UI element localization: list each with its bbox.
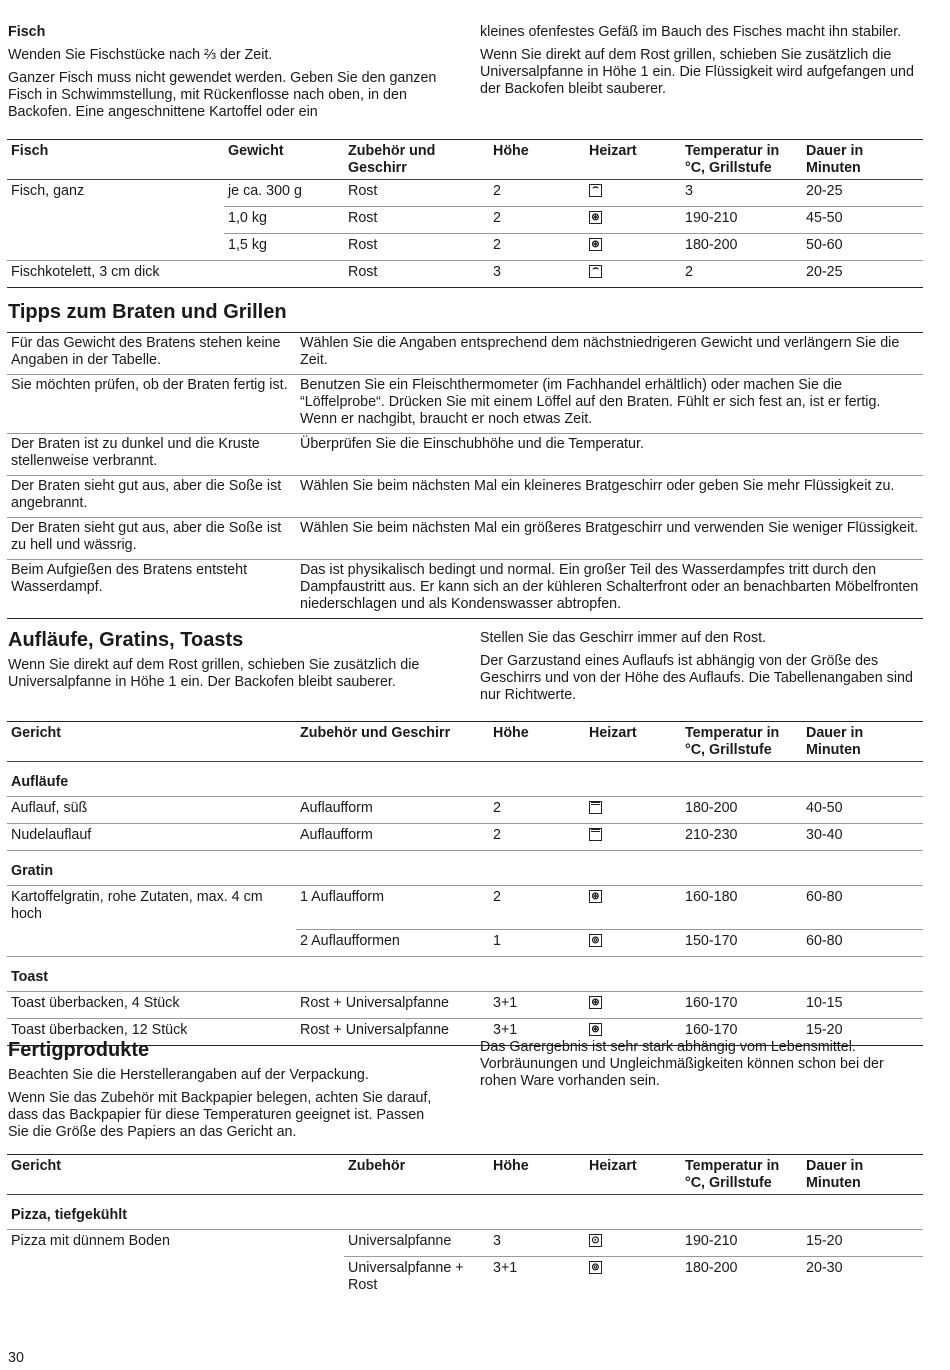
fisch-intro-right [480, 24, 920, 104]
cell-mode [585, 797, 681, 824]
column-header: Gericht [7, 1155, 344, 1195]
fertig-heading: Fertigprodukte [8, 1039, 150, 1061]
cell-time: 15-20 [802, 1230, 923, 1257]
group-heading [7, 762, 923, 797]
tipps-row [7, 560, 923, 619]
tipps-solution: Benutzen Sie ein Fleischthermometer (im Fachhandel erhältlich) oder machen Sie die “Löffelprobe“. Drücken Sie mit einem Löffel auf den Braten. Fühlt er sich fest an, ist er fertig. Wenn er nachgibt, braucht er noch etwas Zeit. [296, 375, 923, 434]
cell-accessory: 1 Auflaufform [296, 886, 489, 930]
cell-height: 2 [489, 234, 585, 261]
tipps-row [7, 518, 923, 560]
column-header: Temperatur in °C, Grillstufe [681, 722, 802, 762]
column-header: Dauer in Minuten [802, 140, 923, 180]
cell-accessory: Rost + Universalpfanne [296, 1018, 489, 1045]
tipps-row [7, 434, 923, 476]
cell-name [7, 207, 224, 234]
column-header: Temperatur in °C, Grillstufe [681, 1155, 802, 1195]
cell-mode [585, 1257, 681, 1301]
cell-temp: 180-200 [681, 234, 802, 261]
cell-height: 3+1 [489, 1018, 585, 1045]
tipps-solution: Das ist physikalisch bedingt und normal. Ein großer Teil des Wasserdampfes tritt durch den Dampfaustritt aus. Er kann sich an der kühleren Schalterfront oder an benachbarten Möbelfronten niederschlagen und als Kondenswasser abtropfen. [296, 560, 923, 619]
tipps-row [7, 333, 923, 375]
cell-name [7, 1257, 344, 1301]
group-title: Pizza, tiefgekühlt [7, 1195, 923, 1230]
cell-temp: 190-210 [681, 207, 802, 234]
cell-time: 20-25 [802, 261, 923, 288]
table-row [7, 1230, 923, 1257]
cell-height: 2 [489, 797, 585, 824]
column-header: Heizart [585, 1155, 681, 1195]
cell-mode [585, 234, 681, 261]
column-header: Dauer in Minuten [802, 1155, 923, 1195]
cell-height: 3+1 [493, 1260, 518, 1276]
page-number: 30 [8, 1350, 24, 1366]
cell-time: 60-80 [802, 929, 923, 956]
tipps-solution: Überprüfen Sie die Einschubhöhe und die Temperatur. [296, 434, 923, 476]
cell-accessory: Universalpfanne + Rost [348, 1260, 464, 1293]
cell-temp: 3 [681, 180, 802, 207]
column-header: Höhe [489, 140, 585, 180]
auflaeufe-paragraph-2: Stellen Sie das Geschirr immer auf den Rost. [480, 630, 767, 646]
tipps-problem: Beim Aufgießen des Bratens entsteht Wasserdampf. [7, 560, 296, 619]
column-header: Höhe [489, 1155, 585, 1195]
tipps-row [7, 476, 923, 518]
cell-accessory: Rost [344, 207, 489, 234]
fertig-intro-right [480, 1039, 920, 1096]
table-row [7, 991, 923, 1018]
fertig-paragraph-2: Wenn Sie das Zubehör mit Backpapier belegen, achten Sie darauf, dass das Backpapier für diese Temperaturen geeignet ist. Passen Sie die Größe des Papiers an das Gericht an. [8, 1090, 432, 1140]
tipps-solution: Wählen Sie beim nächsten Mal ein größeres Bratgeschirr und verwenden Sie weniger Flüssigkeit. [296, 518, 923, 560]
table-row [7, 207, 923, 234]
column-header: Fisch [7, 140, 224, 180]
cell-temp: 180-200 [685, 1260, 738, 1276]
column-header: Zubehör [344, 1155, 489, 1195]
cell-name [7, 234, 224, 261]
column-header: Zubehör und Geschirr [344, 140, 489, 180]
pizza-icon [589, 1234, 602, 1247]
cell-name: Toast überbacken, 12 Stück [7, 1018, 296, 1045]
group-title: Aufläufe [7, 762, 923, 797]
fisch-paragraph-4: Wenn Sie direkt auf dem Rost grillen, schieben Sie zusätzlich die Universalpfanne in Höhe 1 ein. Die Flüssigkeit wird aufgefangen und der Backofen bleibt sauberer. [480, 47, 914, 97]
fertig-intro-left [8, 1067, 448, 1147]
cell-weight [224, 261, 344, 288]
cell-mode [585, 824, 681, 851]
cell-name: Nudelauflauf [7, 824, 296, 851]
fisch-paragraph-2: Ganzer Fisch muss nicht gewendet werden. Geben Sie den ganzen Fisch in Schwimmstellung, mit Rückenflosse nach oben, in den Backofen. Eine angeschnittene Kartoffel oder ein [8, 70, 437, 120]
cell-time: 50-60 [802, 234, 923, 261]
cell-name: Pizza mit dünnem Boden [11, 1233, 170, 1249]
cell-temp: 210-230 [681, 824, 802, 851]
cell-accessory: Universalpfanne [344, 1230, 489, 1257]
column-header: Heizart [585, 140, 681, 180]
group-title: Gratin [7, 851, 923, 886]
cell-mode [585, 1230, 681, 1257]
table-header [7, 140, 923, 180]
cell-time: 60-80 [802, 886, 923, 930]
tipps-solution: Wählen Sie beim nächsten Mal ein kleineres Bratgeschirr oder geben Sie mehr Flüssigkeit zu. [296, 476, 923, 518]
cell-accessory: Rost [344, 234, 489, 261]
cell-height: 2 [489, 180, 585, 207]
fisch-paragraph-3: kleines ofenfestes Gefäß im Bauch des Fisches macht ihn stabiler. [480, 24, 902, 40]
fisch-heading: Fisch [8, 24, 46, 40]
cell-time: 30-40 [802, 824, 923, 851]
column-header: Gewicht [224, 140, 344, 180]
grill-icon [589, 265, 602, 278]
auflaeufe-paragraph-1: Wenn Sie direkt auf dem Rost grillen, schieben Sie zusätzlich die Universalpfanne in Höhe 1 ein. Der Backofen bleibt sauberer. [8, 657, 420, 690]
umluftgrill-icon [589, 238, 602, 251]
cell-accessory: Rost [344, 180, 489, 207]
table-row [7, 824, 923, 851]
column-header: Zubehör und Geschirr [296, 722, 489, 762]
tipps-problem: Für das Gewicht des Bratens stehen keine Angaben in der Tabelle. [7, 333, 296, 375]
cell-height: 3+1 [489, 991, 585, 1018]
tipps-problem: Sie möchten prüfen, ob der Braten fertig ist. [7, 375, 296, 434]
grill-icon [589, 184, 602, 197]
tipps-heading: Tipps zum Braten und Grillen [8, 301, 287, 323]
cell-mode [585, 180, 681, 207]
fisch-table [7, 139, 923, 288]
heissluft-icon [589, 1261, 602, 1274]
umluftgrill-icon [589, 890, 602, 903]
cell-name: Fisch, ganz [11, 183, 85, 199]
ober-unterhitze-icon [589, 801, 602, 814]
tipps-table [7, 332, 923, 619]
fisch-paragraph-1: Wenden Sie Fischstücke nach ⅔ der Zeit. [8, 47, 273, 63]
cell-mode [585, 929, 681, 956]
column-header: Dauer in Minuten [802, 722, 923, 762]
cell-name: Toast überbacken, 4 Stück [7, 991, 296, 1018]
cell-temp: 160-170 [681, 991, 802, 1018]
cell-temp: 190-210 [681, 1230, 802, 1257]
cell-time: 15-20 [802, 1018, 923, 1045]
cell-time: 40-50 [802, 797, 923, 824]
cell-accessory: 2 Auflaufformen [296, 929, 489, 956]
cell-name: Fischkotelett, 3 cm dick [7, 261, 224, 288]
cell-name: Kartoffelgratin, rohe Zutaten, max. 4 cm hoch [11, 889, 263, 922]
cell-time: 20-25 [802, 180, 923, 207]
table-header [7, 1155, 923, 1195]
cell-temp: 2 [681, 261, 802, 288]
table-row [7, 929, 923, 956]
auflaeufe-paragraph-3: Der Garzustand eines Auflaufs ist abhängig von der Größe des Geschirrs und von der Höhe des Auflaufs. Die Tabellenangaben sind nur Richtwerte. [480, 653, 913, 703]
cell-time: 10-15 [802, 991, 923, 1018]
tipps-problem: Der Braten sieht gut aus, aber die Soße ist angebrannt. [7, 476, 296, 518]
cell-height: 3 [489, 261, 585, 288]
fertig-paragraph-3: Das Garergebnis ist sehr stark abhängig vom Lebensmittel. Vorbräunungen und Ungleichmäßigkeiten können schon bei der rohen Ware vorhanden sein. [480, 1039, 884, 1089]
auflaeufe-heading: Aufläufe, Gratins, Toasts [8, 629, 244, 651]
umluftgrill-icon [589, 211, 602, 224]
cell-height: 1 [489, 929, 585, 956]
table-header [7, 722, 923, 762]
column-header: Heizart [585, 722, 681, 762]
column-header: Temperatur in °C, Grillstufe [681, 140, 802, 180]
ober-unterhitze-icon [589, 828, 602, 841]
table-row [7, 234, 923, 261]
column-header: Höhe [489, 722, 585, 762]
table-row [7, 797, 923, 824]
cell-accessory: Auflaufform [296, 824, 489, 851]
table-row [7, 261, 923, 288]
cell-mode [585, 991, 681, 1018]
heissluft-icon [589, 934, 602, 947]
fertig-paragraph-1: Beachten Sie die Herstellerangaben auf der Verpackung. [8, 1067, 369, 1083]
tipps-problem: Der Braten ist zu dunkel und die Kruste stellenweise verbrannt. [7, 434, 296, 476]
cell-height: 3 [489, 1230, 585, 1257]
cell-accessory: Auflaufform [296, 797, 489, 824]
tipps-row [7, 375, 923, 434]
cell-mode [585, 207, 681, 234]
cell-weight: 1,0 kg [224, 207, 344, 234]
group-heading [7, 956, 923, 991]
cell-mode [585, 261, 681, 288]
cell-weight: 1,5 kg [224, 234, 344, 261]
cell-name: Auflauf, süß [7, 797, 296, 824]
fisch-intro-left [8, 24, 448, 127]
table-row [7, 180, 923, 207]
umluftgrill-icon [589, 996, 602, 1009]
cell-height: 2 [489, 824, 585, 851]
group-heading [7, 1195, 923, 1230]
cell-height: 2 [489, 207, 585, 234]
cell-time: 20-30 [806, 1260, 843, 1276]
cell-name [7, 929, 296, 956]
auflaeufe-table [7, 721, 923, 1046]
group-title: Toast [7, 956, 923, 991]
cell-temp: 180-200 [681, 797, 802, 824]
tipps-solution: Wählen Sie die Angaben entsprechend dem nächstniedrigeren Gewicht und verlängern Sie die Zeit. [296, 333, 923, 375]
table-row [7, 886, 923, 930]
cell-height: 2 [489, 886, 585, 930]
fertig-table [7, 1154, 923, 1300]
cell-accessory: Rost + Universalpfanne [296, 991, 489, 1018]
cell-accessory: Rost [344, 261, 489, 288]
umluftgrill-icon [589, 1023, 602, 1036]
table-row [7, 1257, 923, 1301]
group-heading [7, 851, 923, 886]
column-header: Gericht [7, 722, 296, 762]
cell-weight: je ca. 300 g [224, 180, 344, 207]
cell-temp: 160-170 [681, 1018, 802, 1045]
auflaeufe-intro-right [480, 630, 920, 710]
cell-time: 45-50 [802, 207, 923, 234]
cell-temp: 160-180 [681, 886, 802, 930]
cell-mode [585, 886, 681, 930]
auflaeufe-intro-left [8, 657, 448, 697]
tipps-problem: Der Braten sieht gut aus, aber die Soße ist zu hell und wässrig. [7, 518, 296, 560]
cell-temp: 150-170 [681, 929, 802, 956]
